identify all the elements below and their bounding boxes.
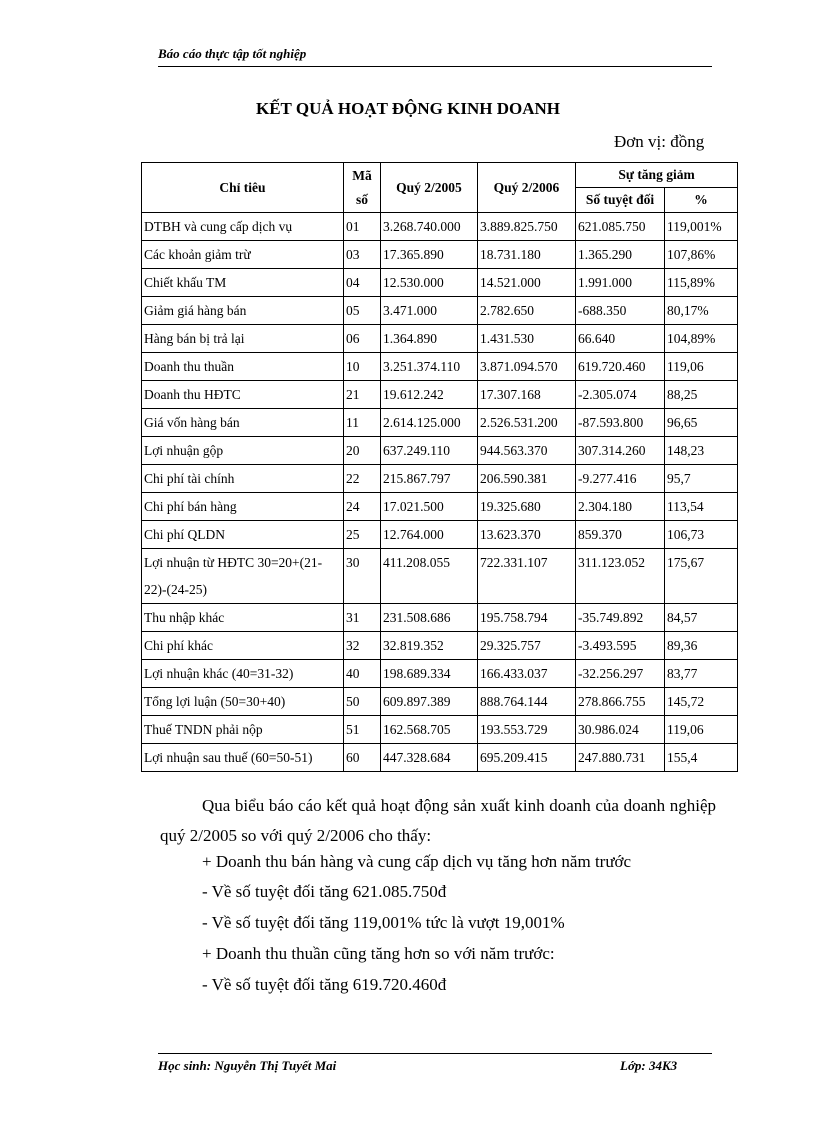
header-pct: % [665,188,738,213]
cell-pct: 96,65 [665,409,738,437]
cell-q2005: 609.897.389 [381,688,478,716]
analysis-line: - Về số tuyệt đối tăng 621.085.750đ [202,882,447,901]
table-row [142,381,738,409]
cell-q2005: 198.689.334 [381,660,478,688]
cell-q2006: 695.209.415 [478,744,576,772]
cell-ma-so: 10 [344,353,381,381]
table-row [142,269,738,297]
cell-pct: 115,89% [665,269,738,297]
cell-abs: -688.350 [576,297,665,325]
header-q2006: Quý 2/2006 [478,163,576,213]
cell-abs: 859.370 [576,521,665,549]
analysis-line: + Doanh thu thuần cũng tăng hơn so với năm trước: [202,944,555,963]
cell-chi-tieu: Lợi nhuận khác (40=31-32) [142,660,344,688]
table-row [142,353,738,381]
cell-ma-so: 25 [344,521,381,549]
cell-ma-so: 06 [344,325,381,353]
cell-ma-so: 40 [344,660,381,688]
report-title: KẾT QUẢ HOẠT ĐỘNG KINH DOANH [256,99,560,118]
table-row [142,213,738,241]
cell-abs: 2.304.180 [576,493,665,521]
table-row [142,549,738,604]
cell-chi-tieu: Thu nhập khác [142,604,344,632]
table-row [142,297,738,325]
cell-ma-so: 01 [344,213,381,241]
cell-abs: 1.365.290 [576,241,665,269]
cell-q2005: 32.819.352 [381,632,478,660]
cell-abs: -2.305.074 [576,381,665,409]
cell-q2006: 206.590.381 [478,465,576,493]
header-ma-so-line1: Mã [352,167,372,183]
cell-pct: 119,06 [665,353,738,381]
table-row [142,688,738,716]
cell-ma-so: 05 [344,297,381,325]
cell-q2005: 3.251.374.110 [381,353,478,381]
cell-abs: -35.749.892 [576,604,665,632]
table-row [142,465,738,493]
cell-pct: 175,67 [665,549,738,604]
cell-q2006: 13.623.370 [478,521,576,549]
table-row [142,632,738,660]
cell-pct: 83,77 [665,660,738,688]
cell-ma-so: 04 [344,269,381,297]
cell-pct: 113,54 [665,493,738,521]
analysis-line: + Doanh thu bán hàng và cung cấp dịch vụ tăng hơn năm trước [202,852,632,871]
cell-chi-tieu: Giảm giá hàng bán [142,297,344,325]
cell-ma-so: 22 [344,465,381,493]
cell-chi-tieu: Lợi nhuận sau thuế (60=50-51) [142,744,344,772]
cell-chi-tieu: DTBH và cung cấp dịch vụ [142,213,344,241]
table-row [142,409,738,437]
cell-ma-so: 31 [344,604,381,632]
cell-q2005: 12.764.000 [381,521,478,549]
cell-pct: 88,25 [665,381,738,409]
cell-q2006: 14.521.000 [478,269,576,297]
cell-chi-tieu: Chi phí QLDN [142,521,344,549]
cell-abs: 247.880.731 [576,744,665,772]
cell-pct: 107,86% [665,241,738,269]
cell-pct: 84,57 [665,604,738,632]
cell-q2006: 3.889.825.750 [478,213,576,241]
page-header: Báo cáo thực tập tốt nghiệp [158,46,307,61]
table-row [142,716,738,744]
cell-chi-tieu: Chi phí bán hàng [142,493,344,521]
cell-q2005: 12.530.000 [381,269,478,297]
cell-pct: 148,23 [665,437,738,465]
cell-ma-so: 32 [344,632,381,660]
cell-abs: -32.256.297 [576,660,665,688]
cell-q2005: 1.364.890 [381,325,478,353]
cell-pct: 155,4 [665,744,738,772]
cell-pct: 119,06 [665,716,738,744]
cell-abs: -9.277.416 [576,465,665,493]
cell-q2006: 195.758.794 [478,604,576,632]
cell-q2005: 17.021.500 [381,493,478,521]
unit-label: Đơn vị: đồng [614,132,705,151]
header-change: Sự tăng giảm [576,163,738,188]
cell-chi-tieu: Các khoản giảm trừ [142,241,344,269]
footer-class: Lớp: 34K3 [620,1058,678,1073]
cell-ma-so: 51 [344,716,381,744]
footer-student: Học sinh: Nguyễn Thị Tuyết Mai [158,1058,337,1073]
cell-q2006: 17.307.168 [478,381,576,409]
cell-abs: 621.085.750 [576,213,665,241]
cell-q2006: 3.871.094.570 [478,353,576,381]
cell-q2006: 19.325.680 [478,493,576,521]
cell-chi-tieu: Doanh thu thuần [142,353,344,381]
table-row [142,493,738,521]
cell-pct: 89,36 [665,632,738,660]
cell-abs: 1.991.000 [576,269,665,297]
cell-abs: 278.866.755 [576,688,665,716]
cell-ma-so: 50 [344,688,381,716]
cell-q2005: 3.471.000 [381,297,478,325]
cell-q2005: 19.612.242 [381,381,478,409]
cell-q2005: 411.208.055 [381,549,478,604]
cell-q2006: 722.331.107 [478,549,576,604]
header-ma-so-line2: số [355,191,368,207]
cell-abs: -3.493.595 [576,632,665,660]
cell-chi-tieu: Lợi nhuận từ HĐTC 30=20+(21-22)-(24-25) [142,549,344,604]
header-chi-tieu: Chỉ tiêu [142,163,344,213]
cell-ma-so: 03 [344,241,381,269]
cell-q2005: 17.365.890 [381,241,478,269]
cell-q2006: 18.731.180 [478,241,576,269]
cell-pct: 95,7 [665,465,738,493]
cell-pct: 145,72 [665,688,738,716]
cell-q2006: 193.553.729 [478,716,576,744]
cell-chi-tieu: Hàng bán bị trả lại [142,325,344,353]
cell-chi-tieu: Tổng lợi luận (50=30+40) [142,688,344,716]
cell-abs: 30.986.024 [576,716,665,744]
cell-ma-so: 30 [344,549,381,604]
cell-pct: 104,89% [665,325,738,353]
cell-q2005: 447.328.684 [381,744,478,772]
cell-pct: 119,001% [665,213,738,241]
cell-q2005: 637.249.110 [381,437,478,465]
cell-chi-tieu: Chi phí khác [142,632,344,660]
cell-chi-tieu: Giá vốn hàng bán [142,409,344,437]
cell-q2005: 162.568.705 [381,716,478,744]
cell-pct: 80,17% [665,297,738,325]
cell-q2006: 1.431.530 [478,325,576,353]
header-ma-so [344,163,381,213]
cell-q2006: 888.764.144 [478,688,576,716]
cell-ma-so: 21 [344,381,381,409]
cell-chi-tieu: Lợi nhuận gộp [142,437,344,465]
cell-ma-so: 24 [344,493,381,521]
income-statement-table [141,162,738,772]
table-row [142,660,738,688]
cell-q2006: 944.563.370 [478,437,576,465]
analysis-line: - Về số tuyệt đối tăng 119,001% tức là vượt 19,001% [202,913,565,932]
cell-q2006: 2.526.531.200 [478,409,576,437]
cell-abs: 311.123.052 [576,549,665,604]
cell-q2005: 231.508.686 [381,604,478,632]
cell-q2005: 215.867.797 [381,465,478,493]
table-row [142,241,738,269]
footer-divider [158,1053,712,1054]
cell-abs: 66.640 [576,325,665,353]
cell-abs: 307.314.260 [576,437,665,465]
cell-q2006: 166.433.037 [478,660,576,688]
cell-ma-so: 60 [344,744,381,772]
table-row [142,437,738,465]
cell-chi-tieu: Chi phí tài chính [142,465,344,493]
table-row [142,604,738,632]
header-divider [158,66,712,67]
cell-abs: 619.720.460 [576,353,665,381]
header-abs: Số tuyệt đối [576,188,665,213]
analysis-line: - Về số tuyệt đối tăng 619.720.460đ [202,975,447,994]
cell-ma-so: 11 [344,409,381,437]
header-q2005: Quý 2/2005 [381,163,478,213]
cell-pct: 106,73 [665,521,738,549]
cell-chi-tieu: Thuế TNDN phải nộp [142,716,344,744]
cell-q2005: 2.614.125.000 [381,409,478,437]
cell-q2005: 3.268.740.000 [381,213,478,241]
cell-abs: -87.593.800 [576,409,665,437]
cell-chi-tieu: Doanh thu HĐTC [142,381,344,409]
cell-q2006: 29.325.757 [478,632,576,660]
analysis-intro: Qua biểu báo cáo kết quả hoạt động sản xuất kinh doanh của doanh nghiệp quý 2/2005 so với quý 2/2006 cho thấy: [160,796,716,845]
cell-q2006: 2.782.650 [478,297,576,325]
table-row [142,744,738,772]
table-row [142,325,738,353]
cell-ma-so: 20 [344,437,381,465]
cell-chi-tieu: Chiết khấu TM [142,269,344,297]
table-row [142,521,738,549]
